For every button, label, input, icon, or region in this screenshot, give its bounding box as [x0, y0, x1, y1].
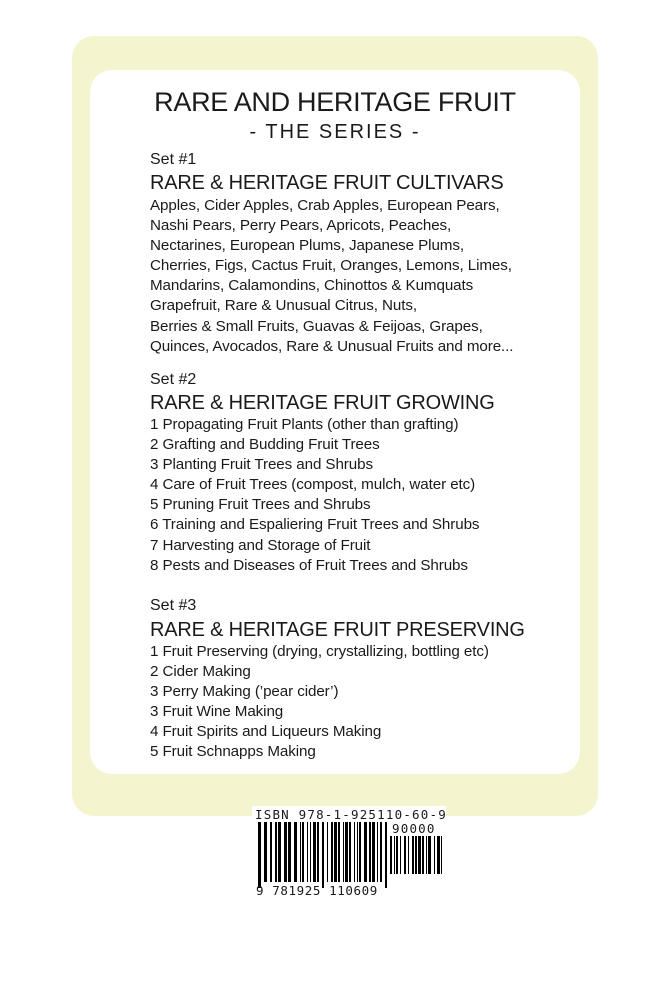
- addon-code: 90000: [392, 821, 436, 836]
- list-item: 6 Training and Espaliering Fruit Trees and Shrubs: [150, 516, 480, 534]
- list-item: 4 Fruit Spirits and Liqueurs Making: [150, 723, 382, 741]
- list-item: Cherries, Figs, Cactus Fruit, Oranges, Lemons, Limes,: [150, 257, 512, 275]
- set-1-label: Set #1: [150, 151, 197, 168]
- set-1-heading: RARE & HERITAGE FRUIT CULTIVARS: [150, 172, 504, 194]
- set-2-heading: RARE & HERITAGE FRUIT GROWING: [150, 392, 495, 414]
- list-item: Nectarines, European Plums, Japanese Plums,: [150, 237, 464, 255]
- list-item: 2 Cider Making: [150, 663, 251, 681]
- list-item: 3 Fruit Wine Making: [150, 703, 284, 721]
- list-item: Mandarins, Calamondins, Chinottos & Kumquats: [150, 277, 474, 295]
- list-item: 7 Harvesting and Storage of Fruit: [150, 536, 371, 554]
- page-title: RARE AND HERITAGE FRUIT: [154, 87, 516, 117]
- set-2-label: Set #2: [150, 371, 197, 388]
- isbn-text: ISBN 978-1-925110-60-9: [255, 807, 447, 822]
- list-item: 3 Planting Fruit Trees and Shrubs: [150, 456, 373, 474]
- set-3-list: [150, 642, 489, 763]
- list-item: 8 Pests and Diseases of Fruit Trees and Shrubs: [150, 556, 468, 574]
- list-item: 2 Grafting and Budding Fruit Trees: [150, 436, 380, 454]
- list-item: 4 Care of Fruit Trees (compost, mulch, water etc): [150, 476, 476, 494]
- set-3-heading: RARE & HERITAGE FRUIT PRESERVING: [150, 619, 525, 641]
- list-item: 1 Propagating Fruit Plants (other than grafting): [150, 416, 459, 433]
- list-item: Nashi Pears, Perry Pears, Apricots, Peaches,: [150, 217, 452, 235]
- list-item: 5 Fruit Schnapps Making: [150, 743, 316, 761]
- list-item: Berries & Small Fruits, Guavas & Feijoas, Grapes,: [150, 317, 483, 335]
- list-item: 3 Perry Making (’pear cider’): [150, 683, 339, 701]
- addon-barcode-icon: [390, 836, 442, 880]
- list-item: Quinces, Avocados, Rare & Unusual Fruits and more...: [150, 337, 514, 355]
- list-item: Grapefruit, Rare & Unusual Citrus, Nuts,: [150, 297, 417, 315]
- ean-digits: 9 781925 110609: [256, 883, 378, 898]
- set-1-list: [150, 196, 513, 357]
- list-item: 5 Pruning Fruit Trees and Shrubs: [150, 496, 371, 514]
- set-3-label: Set #3: [150, 597, 197, 614]
- list-item: Apples, Cider Apples, Crab Apples, European Pears,: [150, 197, 500, 214]
- set-2-list: [150, 415, 479, 576]
- page-subtitle: - THE SERIES -: [249, 121, 421, 143]
- barcode-icon: [258, 822, 388, 888]
- list-item: 1 Fruit Preserving (drying, crystallizing, bottling etc): [150, 643, 489, 660]
